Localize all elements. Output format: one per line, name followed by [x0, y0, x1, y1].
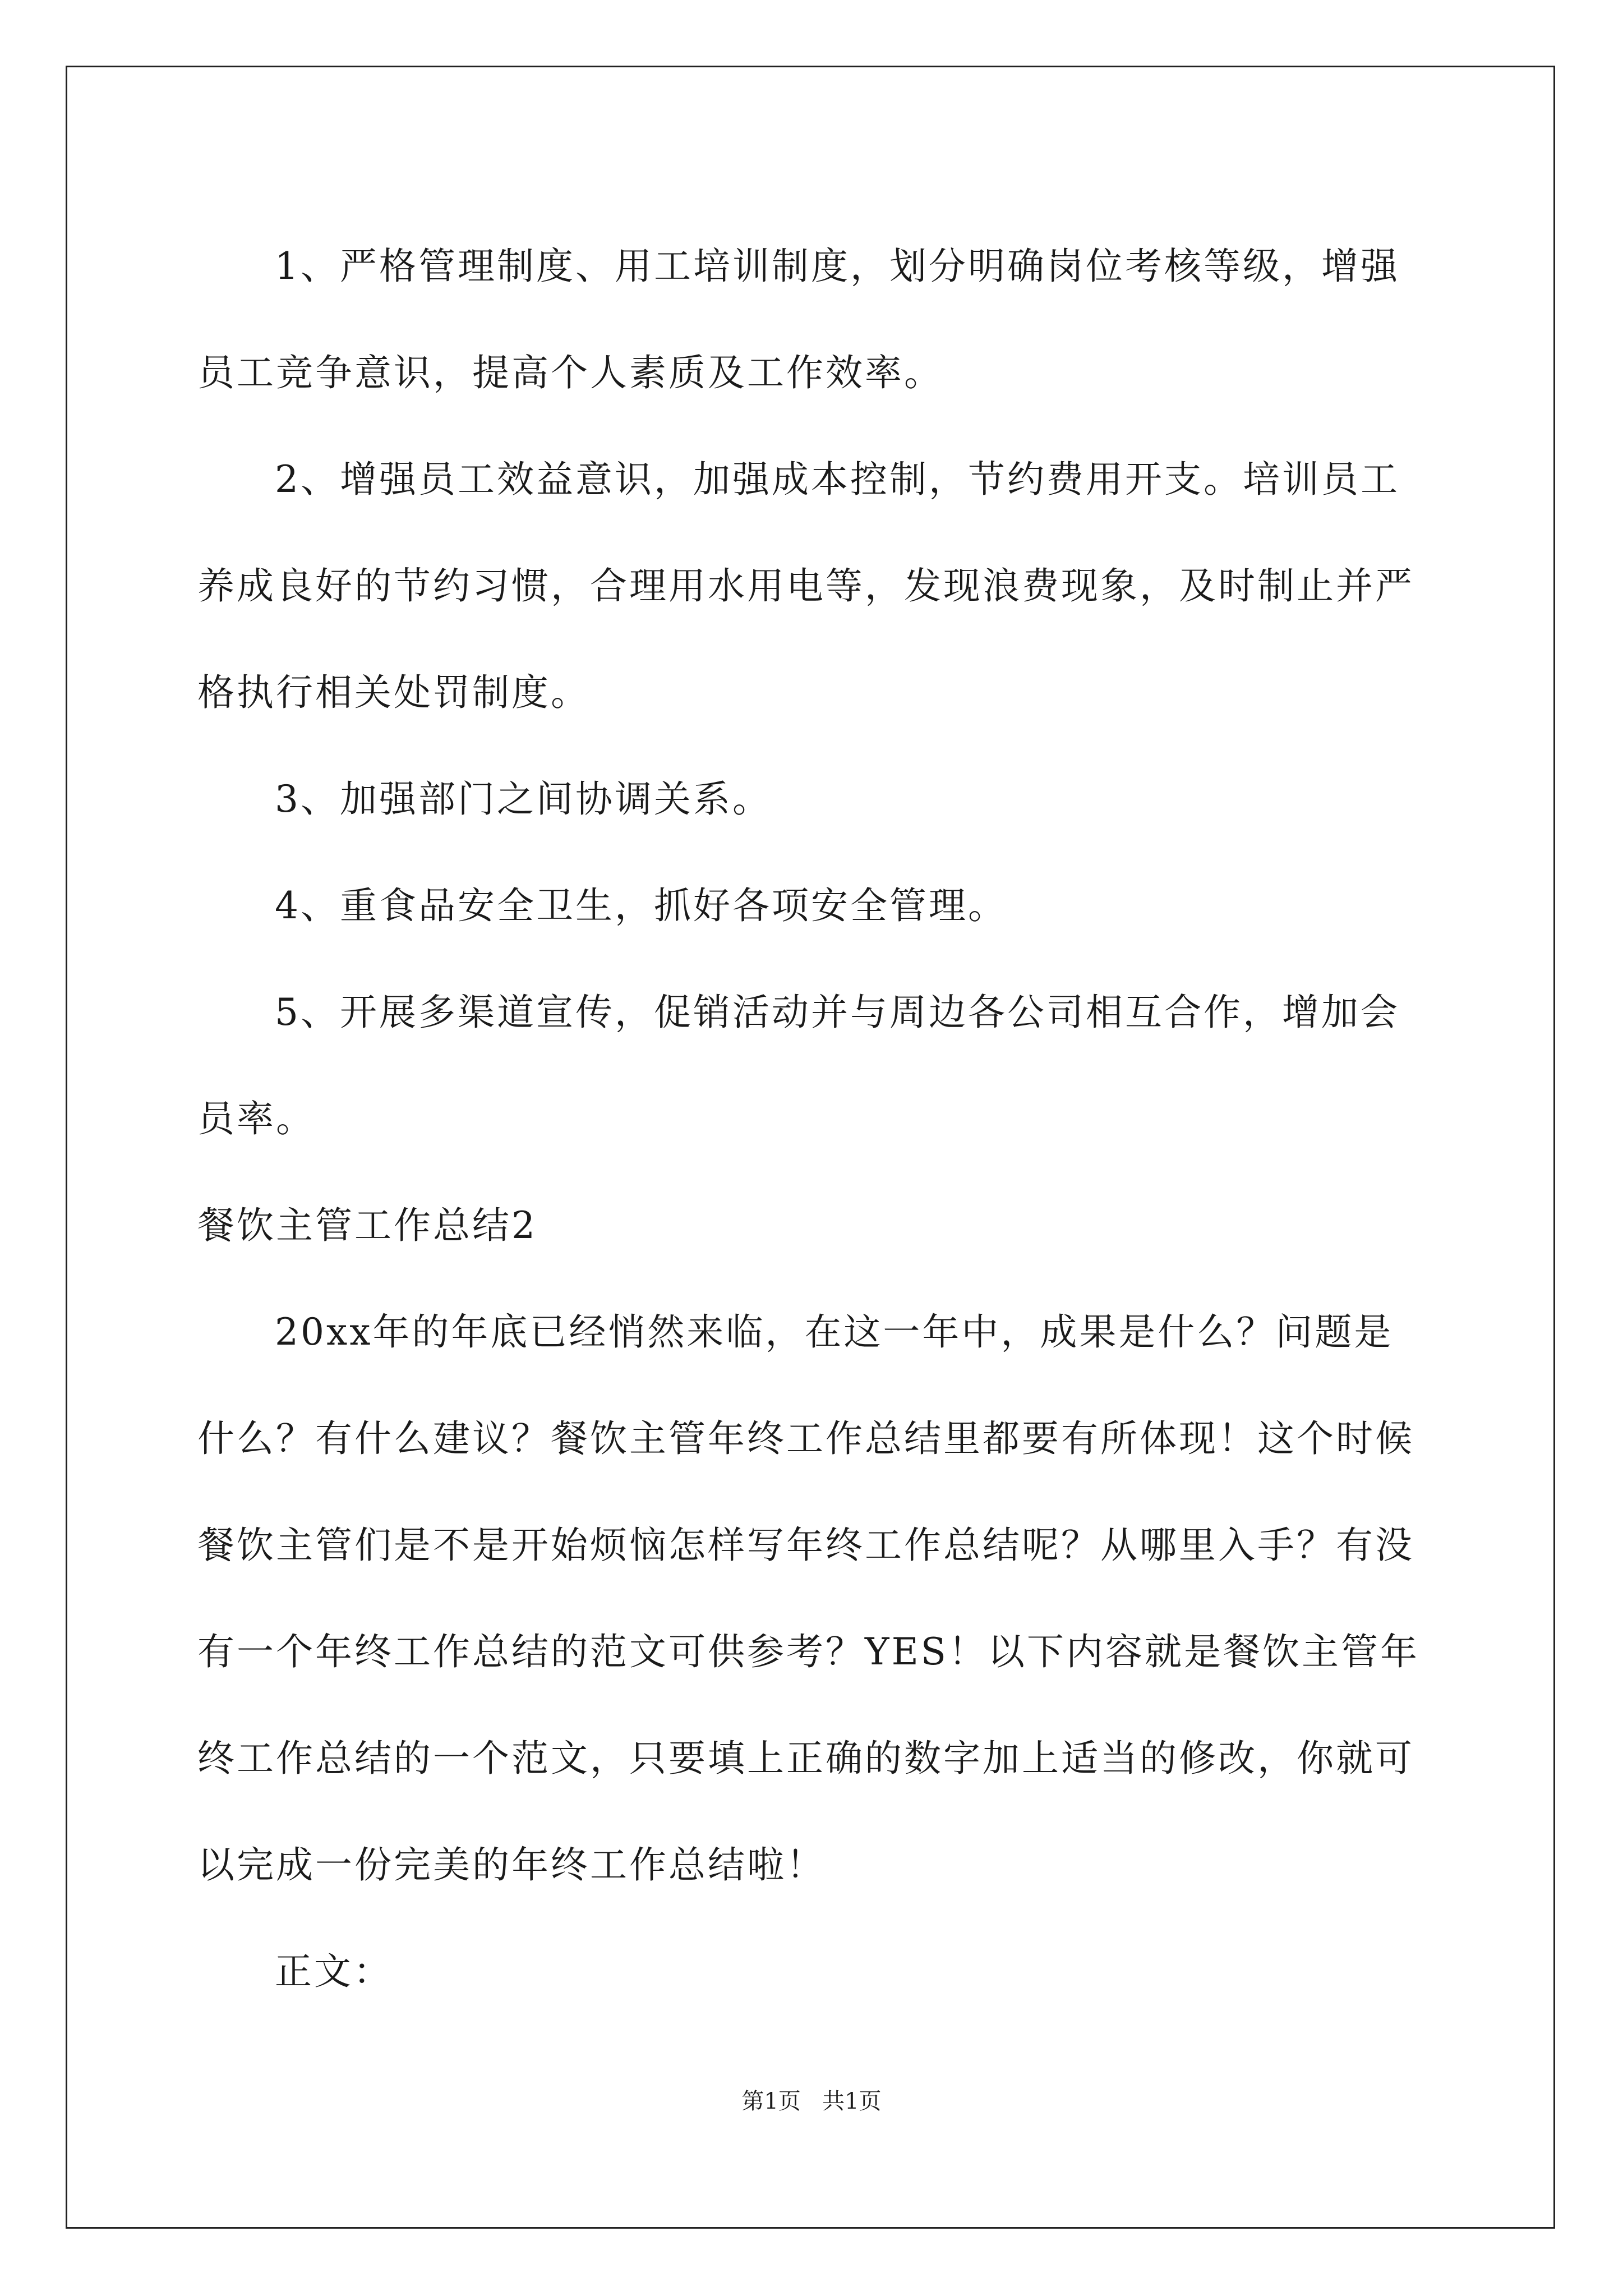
- document-body: [197, 213, 1431, 2025]
- paragraph-item-5: 5、开展多渠道宣传，促销活动并与周边各公司相互合作，增加会员率。: [197, 991, 1400, 1140]
- intro-paragraph: 20xx年的年底已经悄然来临，在这一年中，成果是什么？问题是什么？有什么建议？餐饮主管年终工作总结里都要有所体现！这个时候餐饮主管们是不是开始烦恼怎样写年终工作总结呢？从哪里入手？有没有一个年终工作总结的范文可供参考？YES！以下内容就是餐饮主管年终工作总结的一个范文，只要填上正确的数字加上适当的修改，你就可以完成一份完美的年终工作总结啦！: [197, 1310, 1419, 1887]
- page-footer: [0, 2085, 1623, 2118]
- page-number: 第1页: [741, 2088, 801, 2114]
- body-label: 正文：: [275, 1950, 393, 1993]
- paragraph-item-2: 2、增强员工效益意识，加强成本控制，节约费用开支。培训员工养成良好的节约习惯，合理用水用电等，发现浪费现象，及时制止并严格执行相关处罚制度。: [197, 458, 1414, 714]
- paragraph-item-4: 4、重食品安全卫生，抓好各项安全管理。: [275, 884, 1007, 927]
- paragraph-item-3: 3、加强部门之间协调关系。: [275, 777, 772, 821]
- section-heading: 餐饮主管工作总结2: [197, 1204, 537, 1247]
- page-total: 共1页: [822, 2088, 882, 2114]
- paragraph-item-1: 1、严格管理制度、用工培训制度，划分明确岗位考核等级，增强员工竞争意识，提高个人素质及工作效率。: [197, 245, 1400, 394]
